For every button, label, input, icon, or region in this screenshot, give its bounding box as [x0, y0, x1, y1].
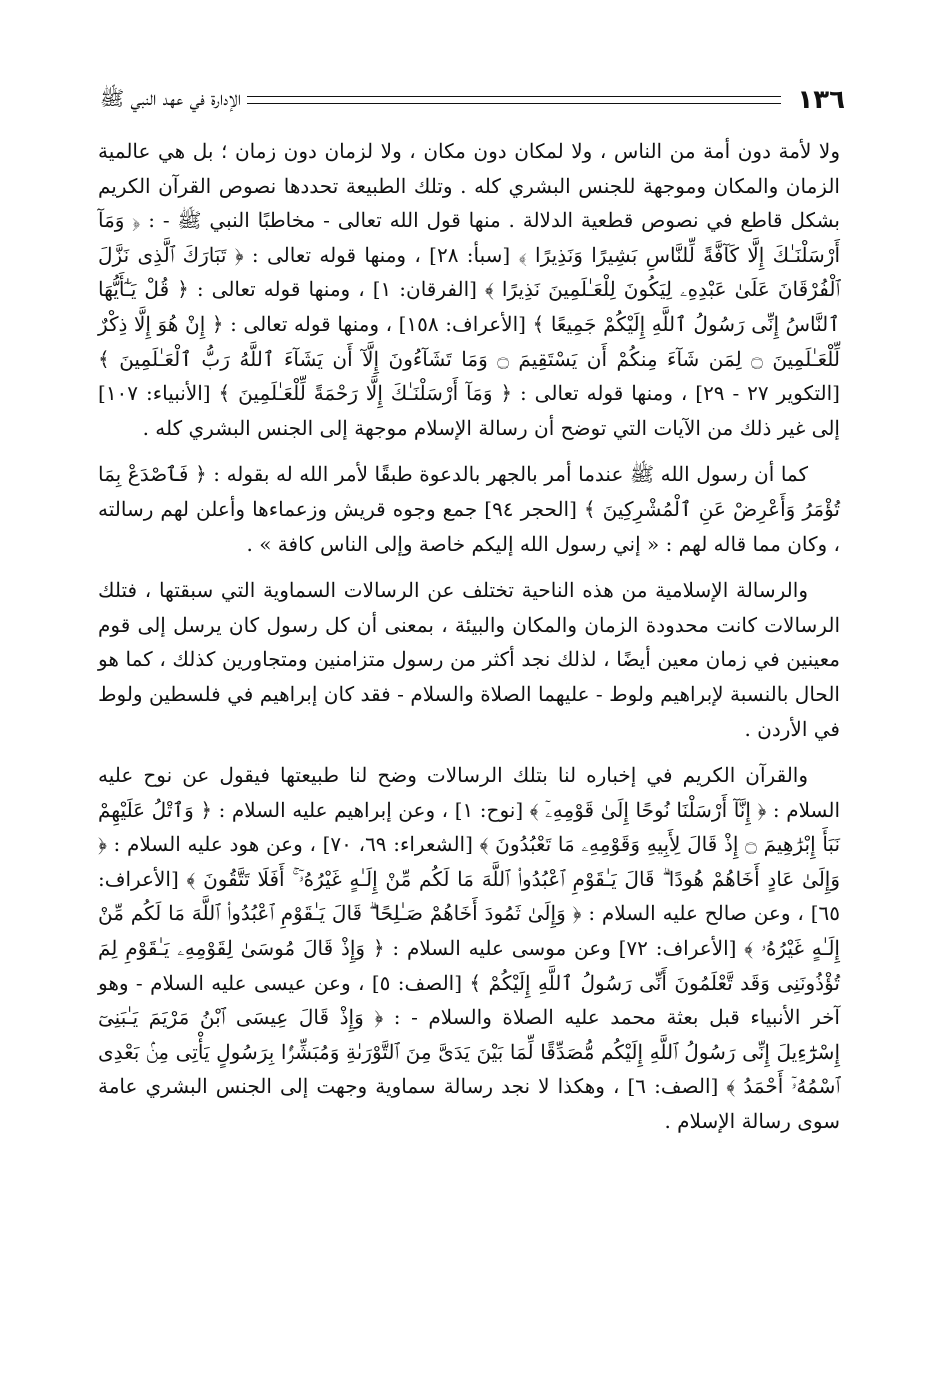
running-title: الإدارة في عهد النبي ﷺ [100, 85, 242, 110]
paragraph: والقرآن الكريم في إخباره لنا بتلك الرسالات وضح لنا طبيعتها فيقول عن نوح عليه السلام : ﴿ إِنَّآ أَرْسَلْنَا نُوحًا إِلَىٰ قَوْمِهِۦٓ ﴾ [نوح: ١] ، وعن إبراهيم عليه السلام : ﴿ وَٱتْلُ عَلَيْهِمْ نَبَأَ إِبْرَٰهِيمَ ۝ إِذْ قَالَ لِأَبِيهِ وَقَوْمِهِۦ مَا تَعْبُدُونَ ﴾ [الشعراء: ٦٩، ٧٠] ، وعن هود عليه السلام : ﴿ وَإِلَىٰ عَادٍ أَخَاهُمْ هُودًا ۗ قَالَ يَـٰقَوْمِ ٱعْبُدُوا۟ ٱللَّهَ مَا لَكُم مِّنْ إِلَـٰهٍ غَيْرُهُۥٓ ۚ أَفَلَا تَتَّقُونَ ﴾ [الأعراف: ٦٥] ، وعن صالح عليه السلام : ﴿ وَإِلَىٰ ثَمُودَ أَخَاهُمْ صَـٰلِحًا ۗ قَالَ يَـٰقَوْمِ ٱعْبُدُوا۟ ٱللَّهَ مَا لَكُم مِّنْ إِلَـٰهٍ غَيْرُهُۥ ﴾ [الأعراف: ٧٢] وعن موسى عليه السلام : ﴿ وَإِذْ قَالَ مُوسَىٰ لِقَوْمِهِۦ يَـٰقَوْمِ لِمَ تُؤْذُونَنِى وَقَد تَّعْلَمُونَ أَنِّى رَسُولُ ٱللَّهِ إِلَيْكُمْ ﴾ [الصف: ٥] ، وعن عيسى عليه السلام - وهو آخر الأنبياء قبل بعثة محمد عليه الصلاة والسلام - : ﴿ وَإِذْ قَالَ عِيسَى ٱبْنُ مَرْيَمَ يَـٰبَنِىٓ إِسْرَٰٓءِيلَ إِنِّى رَسُولُ ٱللَّهِ إِلَيْكُم مُّصَدِّقًا لِّمَا بَيْنَ يَدَىَّ مِنَ ٱلتَّوْرَىٰةِ وَمُبَشِّرًۢا بِرَسُولٍ يَأْتِى مِنۢ بَعْدِى ٱسْمُهُۥٓ أَحْمَدُ ﴾ [الصف: ٦] ، وهكذا لا نجد رسالة سماوية وجهت إلى الجنس البشري عامة سوى رسالة الإسلام . [98, 763, 841, 1134]
page-header [100, 80, 845, 120]
header-rule [247, 96, 781, 104]
page-number: ١٣٦ [797, 85, 845, 115]
body-text [98, 134, 840, 1139]
paragraph: كما أن رسول الله ﷺ عندما أمر بالجهر بالدعوة طبقًا لأمر الله له بقوله : ﴿ فَٱصْدَعْ بِمَا تُؤْمَرُ وَأَعْرِضْ عَنِ ٱلْمُشْرِكِينَ ﴾ [الحجر ٩٤] جمع وجوه قريش وزعماءها وأعلن لهم رسالته ، وكان مما قاله لهم : « إني رسول الله إليكم خاصة وإلى الناس كافة » . [98, 462, 841, 556]
paragraph: والرسالة الإسلامية من هذه الناحية تختلف عن الرسالات السماوية التي سبقتها ، فتلك الرسالات كانت محدودة الزمان والمكان والبيئة ، بمعنى أن كل رسول كان يرسل إلى قوم معينين في زمان معين أيضًا ، لذلك نجد أكثر من رسول متزامنين ومتجاورين كذلك ، كما هو الحال بالنسبة لإبراهيم ولوط - عليهما الصلاة والسلام - فقد كان إبراهيم في فلسطين ولوط في الأردن . [98, 578, 840, 741]
paragraph: ولا لأمة دون أمة من الناس ، ولا لمكان دون مكان ، ولا لزمان دون زمان ؛ بل هي عالمية الزمان والمكان وموجهة للجنس البشري كله . وتلك الطبيعة تحددها نصوص القرآن الكريم بشكل قاطع في نصوص قطعية الدلالة . منها قول الله تعالى - مخاطبًا النبي ﷺ - : ﴿ وَمَآ أَرْسَلْنَـٰكَ إِلَّا كَآفَّةً لِّلنَّاسِ بَشِيرًا وَنَذِيرًا ﴾ [سبأ: ٢٨] ، ومنها قوله تعالى : ﴿ تَبَارَكَ ٱلَّذِى نَزَّلَ ٱلْفُرْقَانَ عَلَىٰ عَبْدِهِۦ لِيَكُونَ لِلْعَـٰلَمِينَ نَذِيرًا ﴾ [الفرقان: ١] ، ومنها قوله تعالى : ﴿ قُلْ يَـٰٓأَيُّهَا ٱلنَّاسُ إِنِّى رَسُولُ ٱللَّهِ إِلَيْكُمْ جَمِيعًا ﴾ [الأعراف: ١٥٨] ، ومنها قوله تعالى : ﴿ إِنْ هُوَ إِلَّا ذِكْرٌ لِّلْعَـٰلَمِينَ ۝ لِمَن شَآءَ مِنكُمْ أَن يَسْتَقِيمَ ۝ وَمَا تَشَآءُونَ إِلَّآ أَن يَشَآءَ ٱللَّهُ رَبُّ ٱلْعَـٰلَمِينَ ﴾ [التكوير ٢٧ - ٢٩] ، ومنها قوله تعالى : ﴿ وَمَآ أَرْسَلْنَـٰكَ إِلَّا رَحْمَةً لِّلْعَـٰلَمِينَ ﴾ [الأنبياء: ١٠٧] إلى غير ذلك من الآيات التي توضح أن رسالة الإسلام موجهة إلى الجنس البشري كله . [98, 139, 841, 440]
